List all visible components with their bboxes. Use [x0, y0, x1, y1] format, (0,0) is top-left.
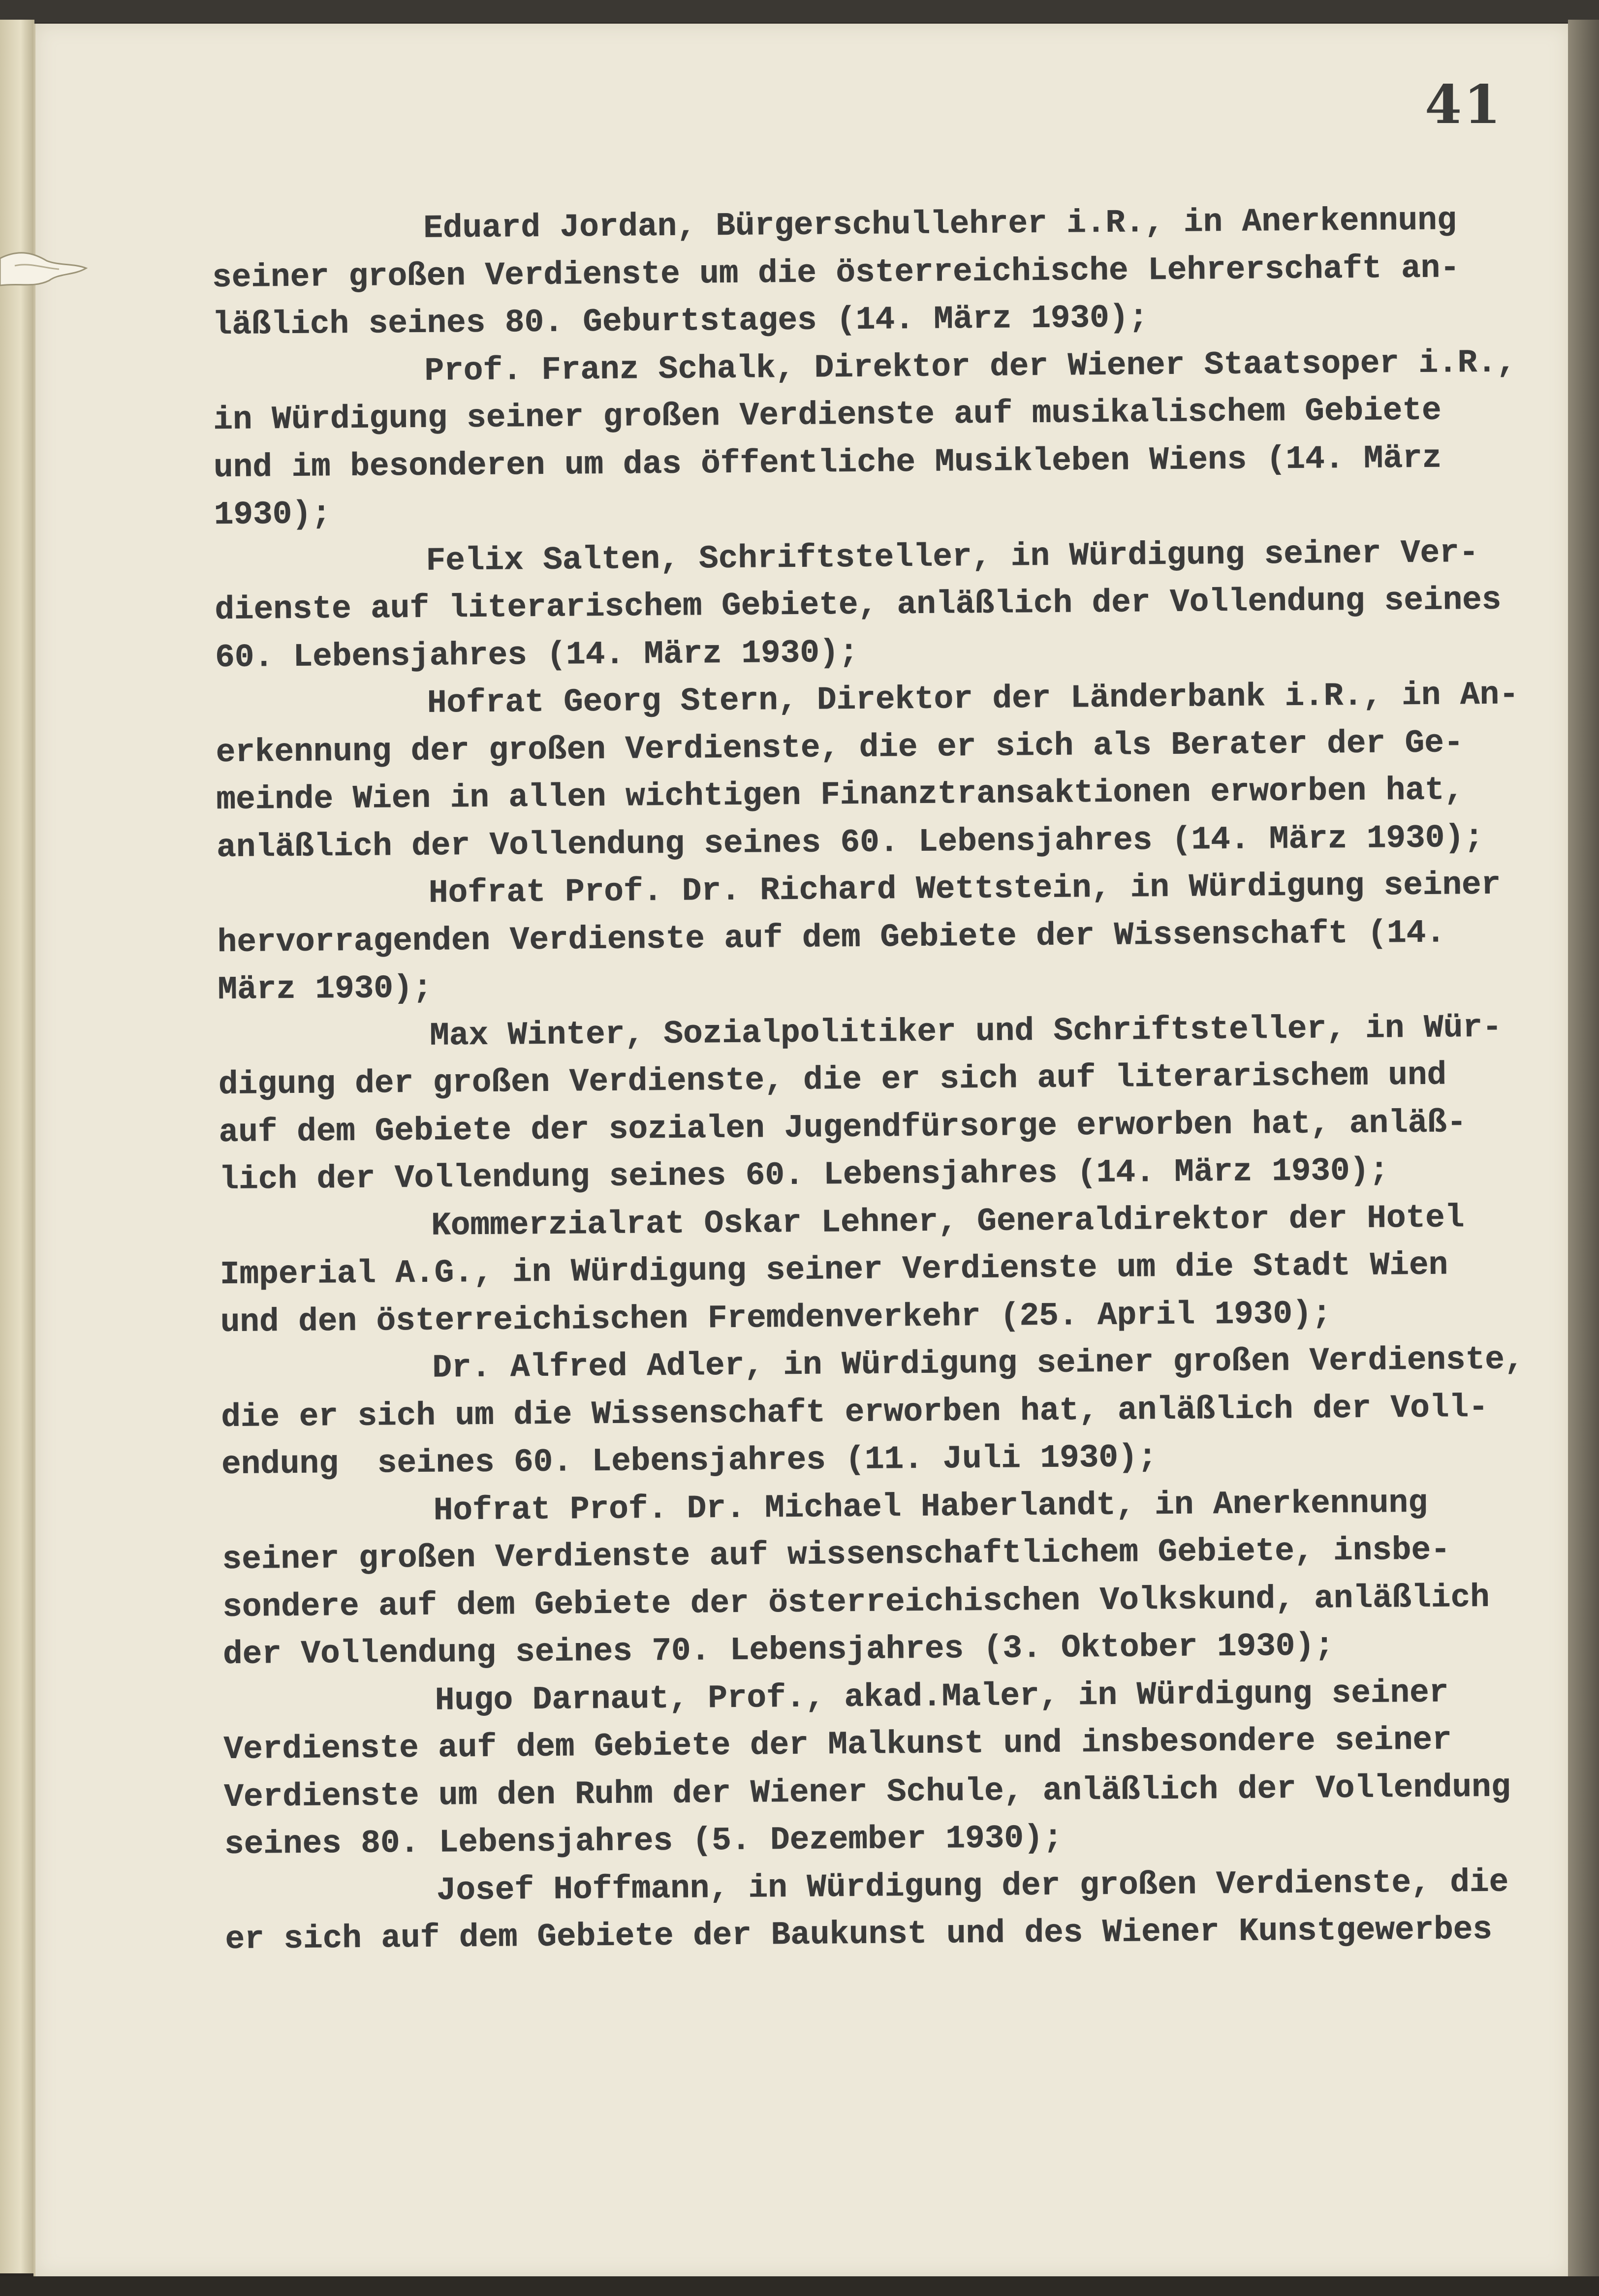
text-line: 60. Lebensjahres (14. März 1930); — [215, 634, 859, 676]
text-line: Eduard Jordan, Bürgerschullehrer i.R., in Anerkennung — [423, 202, 1457, 247]
typewritten-text-block — [212, 196, 1554, 1964]
text-line: März 1930); — [218, 969, 433, 1008]
text-line: seiner großen Verdienste um die österreichische Lehrerschaft an- — [212, 249, 1460, 296]
text-line: und im besonderen um das öffentliche Musikleben Wiens (14. März — [213, 439, 1442, 486]
text-line: läßlich seines 80. Geburtstages (14. März 1930); — [212, 299, 1149, 343]
text-line: sondere auf dem Gebiete der österreichischen Volkskund, anläßlich — [222, 1579, 1490, 1626]
text-line: anläßlich der Vollendung seines 60. Lebensjahres (14. März 1930); — [216, 819, 1484, 866]
text-line: digung der großen Verdienste, die er sich auf literarischem und — [218, 1056, 1447, 1103]
page-number: 41 — [1425, 74, 1503, 136]
text-line: Hofrat Georg Stern, Direktor der Länderbank i.R., in An- — [427, 676, 1519, 722]
text-line: die er sich um die Wissenschaft erworben hat, anläßlich der Voll- — [221, 1389, 1488, 1436]
text-line: Dr. Alfred Adler, in Würdigung seiner großen Verdienste, — [432, 1341, 1524, 1387]
text-line: 1930); — [214, 496, 331, 533]
text-line: meinde Wien in allen wichtigen Finanztransaktionen erworben hat, — [216, 772, 1464, 818]
text-line: Prof. Franz Schalk, Direktor der Wiener Staatsoper i.R., — [424, 343, 1516, 390]
scanner-bottom-edge — [0, 2276, 1599, 2296]
binding-edge — [0, 20, 34, 2273]
text-line: auf dem Gebiete der sozialen Jugendfürsorge erworben hat, anläß- — [219, 1104, 1467, 1151]
page-shadow-edge — [1568, 20, 1599, 2283]
text-line: der Vollendung seines 70. Lebensjahres (3. Oktober 1930); — [222, 1627, 1334, 1673]
text-line: Felix Salten, Schriftsteller, in Würdigung seiner Ver- — [426, 534, 1479, 580]
text-line: Hofrat Prof. Dr. Richard Wettstein, in Würdigung seiner — [428, 866, 1501, 912]
text-line: dienste auf literarischem Gebiete, anläßlich der Vollendung seines — [215, 581, 1502, 628]
text-line: Imperial A.G., in Würdigung seiner Verdienste um die Stadt Wien — [219, 1246, 1448, 1293]
text-line: Max Winter, Sozialpolitiker und Schriftsteller, in Wür- — [429, 1008, 1502, 1055]
text-line: Hugo Darnaut, Prof., akad.Maler, in Würdigung seiner — [435, 1674, 1449, 1719]
text-line: in Würdigung seiner großen Verdienste auf musikalischem Gebiete — [213, 392, 1442, 438]
text-line: Josef Hoffmann, in Würdigung der großen Verdienste, die — [436, 1863, 1509, 1909]
text-line: Kommerzialrat Oskar Lehner, Generaldirektor der Hotel — [431, 1199, 1465, 1244]
text-line: seiner großen Verdienste auf wissenschaftlichem Gebiete, insbe- — [222, 1531, 1451, 1578]
torn-binding-mark — [0, 239, 89, 293]
scanner-top-edge — [0, 0, 1599, 23]
text-line: erkennung der großen Verdienste, die er sich als Berater der Ge- — [216, 724, 1464, 771]
text-line: und den österreichischen Fremdenverkehr (25. April 1930); — [220, 1295, 1332, 1341]
text-line: endung seines 60. Lebensjahres (11. Juli 1930); — [221, 1438, 1158, 1483]
text-line: hervorragenden Verdienste auf dem Gebiete der Wissenschaft (14. — [217, 914, 1446, 961]
text-line: Verdienste um den Ruhm der Wiener Schule, anläßlich der Vollendung — [224, 1768, 1511, 1816]
text-line: seines 80. Lebensjahres (5. Dezember 1930); — [224, 1819, 1063, 1863]
text-line: lich der Vollendung seines 60. Lebensjahres (14. März 1930); — [219, 1152, 1389, 1198]
text-line: Verdienste auf dem Gebiete der Malkunst und insbesondere seiner — [223, 1721, 1452, 1768]
text-line: Hofrat Prof. Dr. Michael Haberlandt, in Anerkennung — [433, 1484, 1428, 1529]
text-line: er sich auf dem Gebiete der Baukunst und des Wiener Kunstgewerbes — [225, 1911, 1493, 1958]
